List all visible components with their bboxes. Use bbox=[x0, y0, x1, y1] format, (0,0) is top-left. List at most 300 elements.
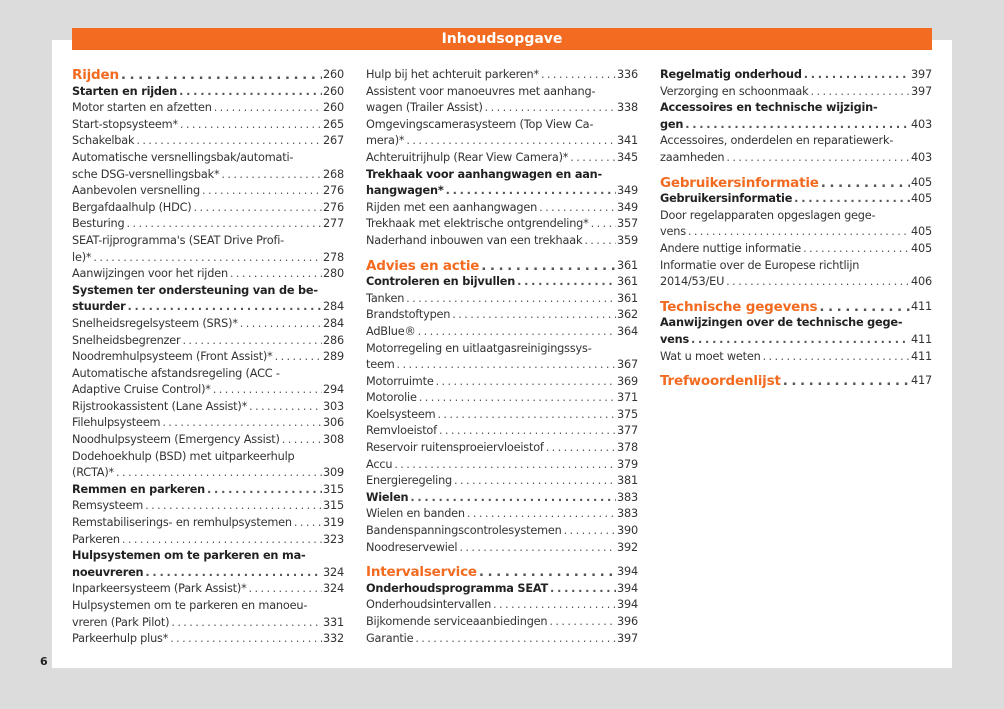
toc-page-number: 397 bbox=[617, 631, 638, 645]
toc-page-number: 405 bbox=[911, 225, 932, 239]
toc-entry-row bbox=[366, 374, 638, 391]
toc-page-number: 406 bbox=[911, 275, 932, 289]
toc-entry-row bbox=[660, 274, 932, 291]
toc-page-number: 267 bbox=[323, 134, 344, 148]
toc-entry-title-line: Aanwijzingen over de technische gege- bbox=[660, 316, 903, 330]
toc-page-number: 284 bbox=[323, 316, 344, 330]
toc-entry[interactable] bbox=[72, 515, 344, 532]
toc-entry[interactable] bbox=[72, 133, 344, 150]
dot-leader bbox=[568, 150, 616, 167]
toc-entry[interactable] bbox=[366, 324, 638, 341]
toc-page-number: 349 bbox=[617, 184, 638, 198]
toc-section[interactable] bbox=[72, 84, 344, 101]
toc-entry-title: vreren (Park Pilot) bbox=[72, 615, 170, 629]
dot-leader bbox=[273, 349, 322, 366]
toc-page-number: 405 bbox=[911, 175, 932, 189]
dot-leader bbox=[491, 597, 616, 614]
toc-entry-title: wagen (Trailer Assist) bbox=[366, 101, 483, 115]
toc-entry[interactable] bbox=[660, 84, 932, 101]
toc-entry-row bbox=[72, 266, 344, 283]
toc-page-number: 284 bbox=[323, 300, 344, 314]
toc-page-number: 417 bbox=[911, 374, 932, 388]
toc-page-number: 323 bbox=[323, 532, 344, 546]
dot-leader bbox=[200, 183, 322, 200]
dot-leader bbox=[178, 117, 322, 134]
toc-page-number: 411 bbox=[911, 299, 932, 313]
toc-entry-title: 2014/53/EU bbox=[660, 275, 725, 289]
dot-leader bbox=[548, 581, 616, 598]
toc-entry[interactable] bbox=[72, 333, 344, 350]
toc-entry-row bbox=[660, 117, 932, 134]
toc-entry[interactable] bbox=[366, 341, 638, 374]
toc-entry[interactable] bbox=[72, 581, 344, 598]
toc-entry-title: teem bbox=[366, 358, 395, 372]
dot-leader bbox=[724, 274, 910, 291]
toc-chapter[interactable] bbox=[366, 258, 638, 275]
toc-entry-title-line: Door regelapparaten opgeslagen gege- bbox=[660, 208, 876, 222]
toc-entry-row bbox=[72, 581, 344, 598]
toc-page-number: 361 bbox=[617, 291, 638, 305]
toc-entry-row bbox=[366, 523, 638, 540]
toc-entry-title: Start-stopsysteem* bbox=[72, 117, 178, 131]
toc-page-number: 315 bbox=[323, 499, 344, 513]
toc-entry-title-line: SEAT-rijprogramma's (SEAT Drive Profi- bbox=[72, 233, 285, 247]
toc-chapter[interactable] bbox=[72, 67, 344, 84]
toc-page-number: 367 bbox=[617, 358, 638, 372]
toc-entry-row bbox=[660, 191, 932, 208]
toc-page-number: 345 bbox=[617, 150, 638, 164]
dot-leader bbox=[120, 532, 322, 549]
toc-entry-title-line: Hulpsystemen om te parkeren en ma- bbox=[72, 549, 306, 563]
toc-page-number: 396 bbox=[617, 615, 638, 628]
toc-page-number: 371 bbox=[617, 391, 638, 405]
toc-page-number: 260 bbox=[323, 101, 344, 115]
toc-entry[interactable] bbox=[72, 449, 344, 482]
toc-entry-row bbox=[366, 150, 638, 167]
toc-entry-title: hangwagen* bbox=[366, 184, 444, 198]
dot-leader bbox=[809, 84, 911, 101]
toc-page-number: 276 bbox=[323, 184, 344, 198]
toc-entry-title: Technische gegevens bbox=[660, 298, 818, 315]
toc-section[interactable] bbox=[366, 274, 638, 291]
dot-leader bbox=[211, 382, 322, 399]
toc-entry-title: le)* bbox=[72, 250, 92, 264]
dot-leader bbox=[792, 191, 910, 208]
toc-entry-row bbox=[366, 200, 638, 217]
toc-entry-title: Bandenspanningscontrolesystemen bbox=[366, 524, 562, 538]
toc-entry-row bbox=[72, 133, 344, 150]
toc-page-number: 394 bbox=[617, 581, 638, 595]
toc-entry-row bbox=[72, 498, 344, 515]
toc-entry-title: Wielen en banden bbox=[366, 507, 465, 521]
toc-entry-row bbox=[72, 84, 344, 101]
toc-entry[interactable] bbox=[72, 631, 344, 648]
toc-entry[interactable] bbox=[72, 399, 344, 416]
toc-entry-row bbox=[660, 67, 932, 84]
dot-leader bbox=[562, 523, 616, 540]
dot-leader bbox=[125, 216, 323, 233]
dot-leader bbox=[247, 581, 322, 598]
dot-leader bbox=[589, 216, 616, 233]
toc-entry-title-line: Systemen ter ondersteuning van de be- bbox=[72, 283, 318, 297]
toc-entry-title: Noodreservewiel bbox=[366, 540, 458, 554]
toc-section[interactable] bbox=[660, 191, 932, 208]
toc-chapter[interactable] bbox=[660, 299, 932, 316]
toc-entry-title: Rijstrookassistent (Lane Assist)* bbox=[72, 399, 248, 413]
toc-entry-title-line: Accessoires, onderdelen en reparatiewerk- bbox=[660, 134, 894, 148]
toc-entry-row bbox=[660, 84, 932, 101]
toc-entry-row bbox=[660, 349, 932, 366]
toc-chapter[interactable] bbox=[660, 175, 932, 192]
toc-entry[interactable] bbox=[366, 457, 638, 474]
toc-page-number: 341 bbox=[617, 134, 638, 148]
toc-entry-title: Energieregeling bbox=[366, 474, 453, 488]
toc-page-number: 403 bbox=[911, 150, 932, 164]
dot-leader bbox=[801, 241, 910, 258]
toc-page-number: 390 bbox=[617, 524, 638, 538]
toc-entry[interactable] bbox=[660, 258, 932, 291]
dot-leader bbox=[114, 465, 322, 482]
toc-entry[interactable] bbox=[660, 208, 932, 241]
toc-entry-row bbox=[72, 167, 344, 184]
toc-section[interactable] bbox=[72, 283, 344, 316]
toc-entry-title: Intervalservice bbox=[366, 564, 477, 581]
toc-entry-title: Snelheidsregelsysteem (SRS)* bbox=[72, 316, 238, 330]
toc-page-number: 364 bbox=[617, 324, 638, 338]
toc-page-number: 405 bbox=[911, 192, 932, 206]
toc-entry-title: Reservoir ruitensproeiervloeistof bbox=[366, 441, 544, 455]
toc-entry-row bbox=[366, 457, 638, 474]
toc-entry-title: Wat u moet weten bbox=[660, 349, 761, 363]
toc-page-number: 369 bbox=[617, 374, 638, 388]
dot-leader bbox=[683, 117, 910, 134]
toc-entry[interactable] bbox=[366, 291, 638, 308]
toc-entry-title: vens bbox=[660, 332, 689, 346]
toc-entry[interactable] bbox=[366, 67, 638, 84]
toc-entry-row bbox=[366, 233, 638, 250]
dot-leader bbox=[450, 307, 616, 324]
toc-entry[interactable] bbox=[72, 117, 344, 134]
toc-section[interactable] bbox=[366, 581, 638, 598]
toc-entry-title: Gebruikersinformatie bbox=[660, 174, 819, 191]
dot-leader bbox=[205, 482, 322, 499]
toc-entry-row bbox=[660, 299, 932, 316]
page-title: Inhoudsopgave bbox=[72, 28, 932, 50]
dot-leader bbox=[817, 299, 910, 316]
toc-entry-row bbox=[72, 183, 344, 200]
toc-entry-row bbox=[366, 614, 638, 631]
toc-entry[interactable] bbox=[72, 349, 344, 366]
toc-entry[interactable] bbox=[660, 349, 932, 366]
toc-entry-row bbox=[72, 432, 344, 449]
toc-page-number: 375 bbox=[617, 407, 638, 421]
toc-entry-title: Controleren en bijvullen bbox=[366, 275, 516, 289]
toc-entry[interactable] bbox=[366, 473, 638, 490]
toc-entry-row bbox=[72, 200, 344, 217]
toc-entry-title: Remmen en parkeren bbox=[72, 482, 206, 496]
toc-page-number: 286 bbox=[323, 333, 344, 347]
dot-leader bbox=[119, 67, 322, 84]
toc-entry[interactable] bbox=[72, 415, 344, 432]
toc-page-number: 280 bbox=[323, 267, 344, 281]
toc-entry-row bbox=[366, 291, 638, 308]
toc-entry-row bbox=[366, 307, 638, 324]
toc-entry[interactable] bbox=[660, 241, 932, 258]
toc-entry-title: Trekhaak met elektrische ontgrendeling* bbox=[366, 217, 589, 231]
toc-page-number: 383 bbox=[617, 490, 638, 504]
toc-entry-title: Trefwoordenlijst bbox=[660, 373, 781, 390]
toc-entry-title: Naderhand inbouwen van een trekhaak bbox=[366, 233, 583, 247]
toc-entry[interactable] bbox=[72, 532, 344, 549]
toc-column-2 bbox=[366, 67, 638, 647]
toc-entry-title: Hulp bij het achteruit parkeren* bbox=[366, 68, 539, 81]
toc-entry[interactable] bbox=[72, 432, 344, 449]
toc-entry-row bbox=[366, 100, 638, 117]
dot-leader bbox=[515, 274, 616, 291]
toc-page-number: 303 bbox=[323, 399, 344, 413]
dot-leader bbox=[537, 200, 616, 217]
toc-entry-title-line: Automatische versnellingsbak/automati- bbox=[72, 150, 294, 164]
dot-leader bbox=[416, 324, 616, 341]
dot-leader bbox=[724, 150, 910, 167]
toc-entry-title: Aanwijzingen voor het rijden bbox=[72, 267, 228, 281]
toc-entry-row bbox=[72, 100, 344, 117]
dot-leader bbox=[168, 631, 322, 648]
dot-leader bbox=[452, 473, 616, 490]
toc-page-number: 383 bbox=[617, 507, 638, 521]
toc-entry[interactable] bbox=[72, 498, 344, 515]
toc-entry[interactable] bbox=[366, 506, 638, 523]
toc-page-number: 277 bbox=[323, 217, 344, 231]
toc-page-number: 392 bbox=[617, 540, 638, 554]
toc-entry[interactable] bbox=[72, 366, 344, 399]
toc-page-number: 357 bbox=[617, 217, 638, 231]
toc-section[interactable] bbox=[72, 482, 344, 499]
toc-section[interactable] bbox=[660, 67, 932, 84]
toc-entry-row bbox=[366, 258, 638, 275]
toc-entry-title: Remvloeistof bbox=[366, 424, 437, 438]
toc-entry-title: Remstabiliserings- en remhulpsystemen bbox=[72, 516, 292, 530]
toc-entry-row bbox=[72, 117, 344, 134]
toc-entry-row bbox=[72, 515, 344, 532]
dot-leader bbox=[802, 67, 910, 84]
toc-section[interactable] bbox=[366, 167, 638, 200]
toc-entry-row bbox=[660, 332, 932, 349]
toc-entry-row bbox=[366, 506, 638, 523]
dot-leader bbox=[477, 564, 616, 581]
toc-entry[interactable] bbox=[366, 84, 638, 117]
toc-entry-title-line: Automatische afstandsregeling (ACC - bbox=[72, 366, 280, 380]
toc-entry[interactable] bbox=[72, 266, 344, 283]
toc-entry-title: Noodremhulpsysteem (Front Assist)* bbox=[72, 350, 273, 364]
toc-page-number: 278 bbox=[323, 250, 344, 264]
toc-entry[interactable] bbox=[366, 523, 638, 540]
toc-entry[interactable] bbox=[366, 150, 638, 167]
toc-entry-title: Onderhoudsintervallen bbox=[366, 598, 492, 612]
dot-leader bbox=[91, 250, 322, 267]
toc-entry-row bbox=[366, 133, 638, 150]
toc-entry-row bbox=[366, 390, 638, 407]
toc-page-number: 315 bbox=[323, 482, 344, 496]
toc-entry-title: AdBlue® bbox=[366, 324, 416, 338]
toc-entry[interactable] bbox=[72, 598, 344, 631]
toc-page-number: 359 bbox=[617, 233, 638, 247]
toc-page-number: 381 bbox=[617, 474, 638, 488]
toc-entry[interactable] bbox=[366, 200, 638, 217]
toc-entry-title-line: Hulpsystemen om te parkeren en manoeu- bbox=[72, 599, 308, 612]
dot-leader bbox=[169, 615, 322, 632]
toc-entry-title: Filehulpsysteem bbox=[72, 416, 161, 430]
dot-leader bbox=[819, 175, 910, 192]
toc-entry-title: Noodhulpsysteem (Emergency Assist) bbox=[72, 433, 280, 447]
toc-entry-title: Motor starten en afzetten bbox=[72, 101, 212, 115]
toc-entry[interactable] bbox=[366, 407, 638, 424]
toc-entry-row bbox=[366, 581, 638, 598]
dot-leader bbox=[238, 316, 322, 333]
toc-page-number: 306 bbox=[323, 416, 344, 430]
toc-entry[interactable] bbox=[366, 307, 638, 324]
toc-entry-row bbox=[72, 415, 344, 432]
toc-entry-title: Verzorging en schoonmaak bbox=[660, 84, 809, 98]
toc-entry-title-line: Informatie over de Europese richtlijn bbox=[660, 258, 860, 272]
toc-page-number: 394 bbox=[617, 565, 638, 579]
dot-leader bbox=[781, 373, 910, 390]
dot-leader bbox=[280, 432, 322, 449]
toc-page-number: 338 bbox=[617, 101, 638, 115]
toc-entry-row bbox=[72, 349, 344, 366]
toc-entry[interactable] bbox=[366, 631, 638, 648]
toc-entry-title: Gebruikersinformatie bbox=[660, 192, 793, 206]
toc-entry[interactable] bbox=[72, 183, 344, 200]
toc-page-number: 332 bbox=[323, 632, 344, 646]
toc-entry-title: Parkeerhulp plus* bbox=[72, 632, 169, 646]
toc-section[interactable] bbox=[660, 100, 932, 133]
toc-entry-title: Motorolie bbox=[366, 391, 417, 405]
toc-entry-row bbox=[72, 465, 344, 482]
toc-entry-row bbox=[72, 250, 344, 267]
toc-entry[interactable] bbox=[366, 423, 638, 440]
dot-leader bbox=[143, 498, 322, 515]
toc-chapter[interactable] bbox=[660, 373, 932, 390]
dot-leader bbox=[582, 233, 616, 250]
toc-entry-title: zaamheden bbox=[660, 150, 725, 164]
toc-chapter[interactable] bbox=[366, 564, 638, 581]
toc-entry[interactable] bbox=[366, 390, 638, 407]
toc-entry[interactable] bbox=[72, 316, 344, 333]
toc-page-number: 361 bbox=[617, 275, 638, 289]
toc-entry[interactable] bbox=[660, 133, 932, 166]
toc-entry[interactable] bbox=[366, 597, 638, 614]
dot-leader bbox=[437, 423, 616, 440]
toc-entry-title: noeuvreren bbox=[72, 565, 144, 579]
dot-leader bbox=[457, 540, 616, 557]
dot-leader bbox=[479, 258, 616, 275]
toc-entry-row bbox=[366, 274, 638, 291]
toc-entry-title: Accu bbox=[366, 457, 393, 471]
toc-entry-row bbox=[660, 224, 932, 241]
toc-entry-title: Remsysteem bbox=[72, 499, 144, 513]
page-number: 6 bbox=[40, 655, 48, 668]
toc-entry-row bbox=[366, 490, 638, 507]
toc-entry[interactable] bbox=[366, 614, 638, 631]
dot-leader bbox=[417, 390, 616, 407]
dot-leader bbox=[228, 266, 322, 283]
toc-entry[interactable] bbox=[366, 233, 638, 250]
toc-page-number: 403 bbox=[911, 117, 932, 131]
toc-entry-title: Wielen bbox=[366, 490, 409, 504]
dot-leader bbox=[292, 515, 322, 532]
toc-entry-title-line: Omgevingscamerasysteem (Top View Ca- bbox=[366, 117, 594, 131]
toc-entry-row bbox=[366, 473, 638, 490]
dot-leader bbox=[686, 224, 910, 241]
toc-page-number: 405 bbox=[911, 241, 932, 255]
toc-entry-title: Bijkomende serviceaanbiedingen bbox=[366, 615, 548, 628]
toc-entry-row bbox=[366, 324, 638, 341]
toc-entry-row bbox=[72, 532, 344, 549]
toc-entry[interactable] bbox=[72, 233, 344, 266]
toc-entry[interactable] bbox=[366, 374, 638, 391]
dot-leader bbox=[761, 349, 910, 366]
dot-leader bbox=[483, 100, 616, 117]
toc-page-number: 411 bbox=[911, 349, 932, 363]
toc-entry-title: vens bbox=[660, 225, 686, 239]
toc-entry[interactable] bbox=[72, 100, 344, 117]
toc-section[interactable] bbox=[660, 315, 932, 348]
toc-entry[interactable] bbox=[72, 216, 344, 233]
toc-entry-title-line: Trekhaak voor aanhangwagen en aan- bbox=[366, 167, 603, 181]
toc-entry[interactable] bbox=[366, 440, 638, 457]
dot-leader bbox=[143, 565, 322, 582]
toc-section[interactable] bbox=[72, 548, 344, 581]
toc-page-number: 289 bbox=[323, 350, 344, 364]
toc-page-number: 324 bbox=[323, 565, 344, 579]
toc-page-number: 379 bbox=[617, 457, 638, 471]
toc-entry-row bbox=[72, 482, 344, 499]
toc-page-number: 397 bbox=[911, 68, 932, 81]
toc-entry-row bbox=[72, 615, 344, 632]
toc-page-number: 294 bbox=[323, 383, 344, 397]
toc-entry-title: Koelsysteem bbox=[366, 407, 436, 421]
toc-entry-title: Schakelbak bbox=[72, 134, 135, 148]
dot-leader bbox=[465, 506, 616, 523]
toc-entry[interactable] bbox=[366, 117, 638, 150]
toc-entry-row bbox=[72, 316, 344, 333]
toc-entry[interactable] bbox=[366, 216, 638, 233]
toc-page-number: 268 bbox=[323, 167, 344, 181]
toc-page-number: 349 bbox=[617, 200, 638, 214]
dot-leader bbox=[444, 183, 616, 200]
toc-entry-title: sche DSG-versnellingsbak* bbox=[72, 167, 220, 181]
toc-entry[interactable] bbox=[72, 150, 344, 183]
toc-entry-row bbox=[366, 216, 638, 233]
toc-page-number: 394 bbox=[617, 598, 638, 612]
toc-entry-row bbox=[660, 241, 932, 258]
toc-entry[interactable] bbox=[366, 540, 638, 557]
toc-section[interactable] bbox=[366, 490, 638, 507]
toc-entry-row bbox=[366, 564, 638, 581]
toc-entry-title: Rijden bbox=[72, 67, 119, 83]
toc-entry-row bbox=[72, 333, 344, 350]
toc-page-number: 397 bbox=[911, 84, 932, 98]
toc-page-number: 411 bbox=[911, 332, 932, 346]
dot-leader bbox=[126, 299, 323, 316]
toc-page-number: 319 bbox=[323, 516, 344, 530]
dot-leader bbox=[192, 200, 323, 217]
toc-entry[interactable] bbox=[72, 200, 344, 217]
toc-entry-title: gen bbox=[660, 117, 684, 131]
toc-entry-row bbox=[72, 67, 344, 84]
toc-page-number: 324 bbox=[323, 582, 344, 596]
